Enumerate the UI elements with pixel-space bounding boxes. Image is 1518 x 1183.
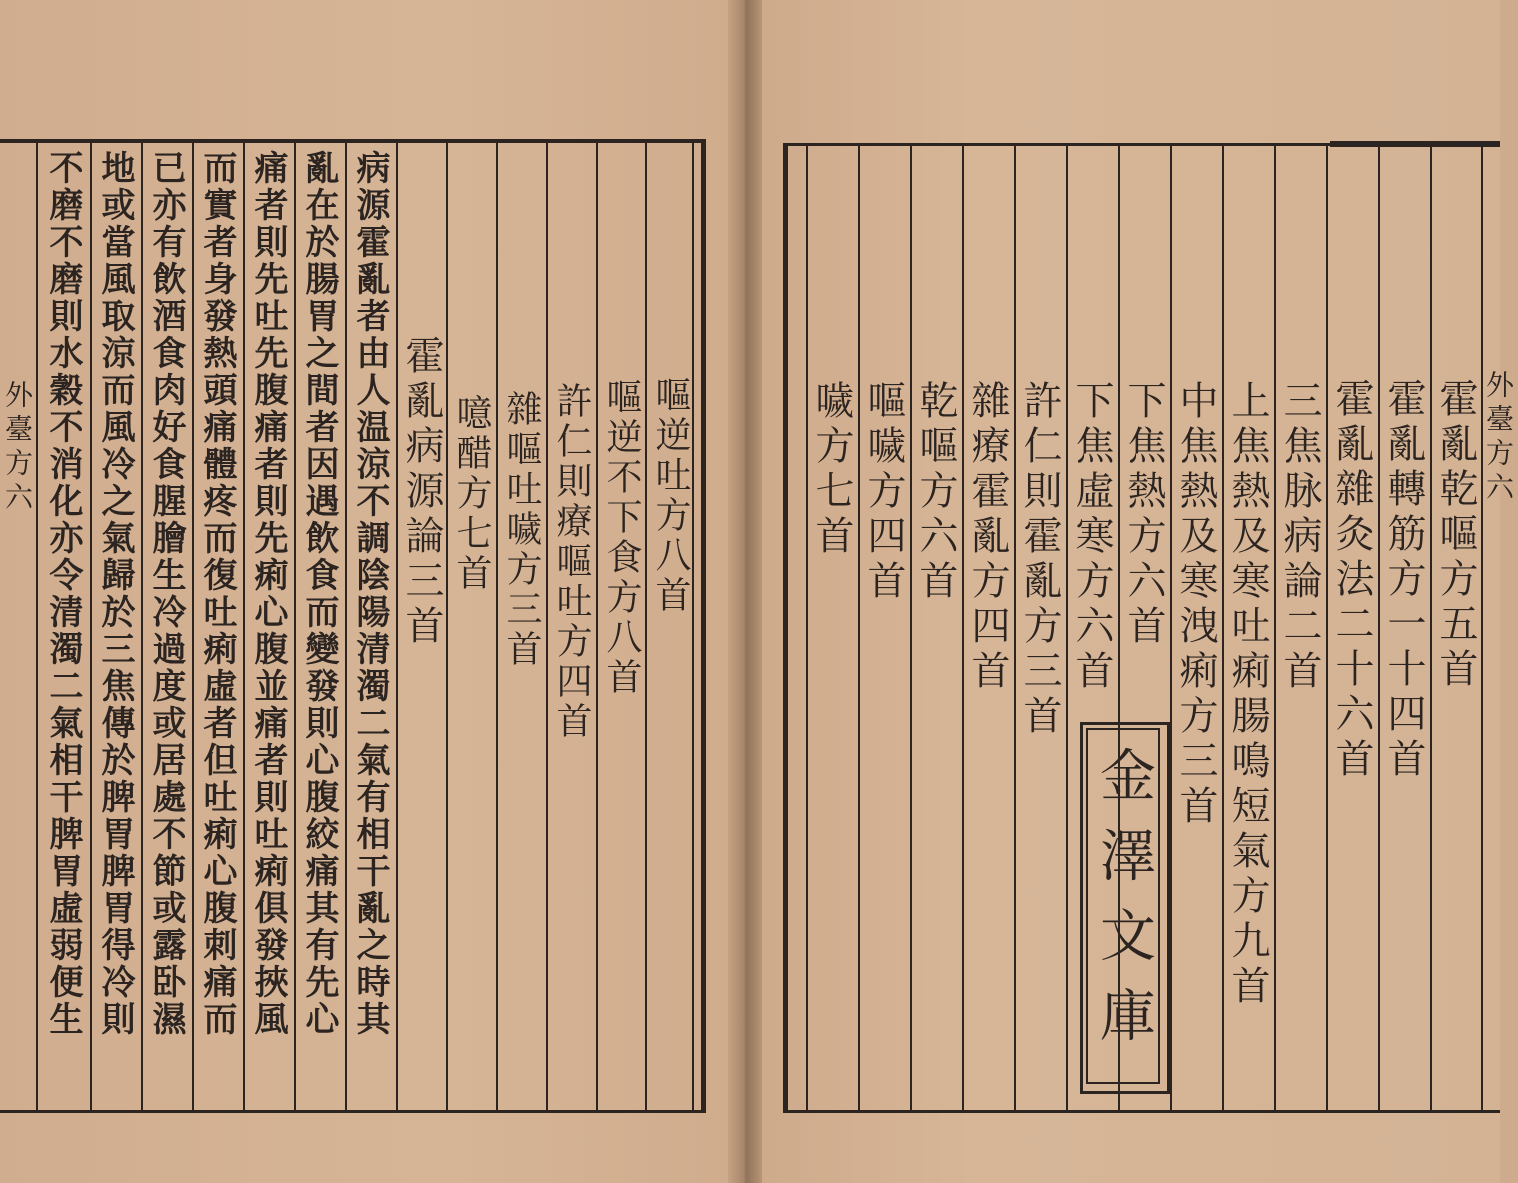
frame-top-rule bbox=[0, 139, 706, 143]
contents-entry: 霍亂轉筋方一十四首 bbox=[1381, 378, 1426, 783]
right-margin-label-clip bbox=[1478, 370, 1515, 570]
column-rule bbox=[910, 146, 912, 1110]
contents-entry: 下焦熱方六首 bbox=[1121, 380, 1166, 650]
contents-entry: 上焦熱及寒吐痢腸鳴短氣方九首 bbox=[1225, 380, 1270, 1010]
body-column: 亂在於腸胃之間者因遇飲食而變發則心腹絞痛其有先心 bbox=[299, 150, 339, 1038]
contents-entry: 乾嘔方六首 bbox=[913, 380, 958, 605]
column-rule bbox=[858, 146, 860, 1110]
column-rule bbox=[692, 143, 694, 1110]
body-column: 不磨不磨則水穀不消化亦令清濁二氣相干脾胃虛弱便生 bbox=[43, 150, 83, 1038]
contents-entry: 許仁則霍亂方三首 bbox=[1017, 380, 1062, 740]
library-seal-stamp bbox=[1080, 722, 1170, 1094]
contents-entry: 許仁則療嘔吐方四首 bbox=[551, 382, 592, 742]
contents-entry: 雜療霍亂方四首 bbox=[965, 380, 1010, 695]
frame-bottom-rule bbox=[0, 1110, 706, 1113]
left-margin-label: 外臺方六 bbox=[1, 380, 34, 516]
body-column: 痛者則先吐先腹痛者則先痢心腹並痛者則吐痢俱發挾風 bbox=[248, 150, 288, 1038]
column-rule bbox=[1481, 146, 1483, 1110]
frame-side-rule bbox=[783, 143, 788, 1113]
right-margin-label: 外臺方六 bbox=[1482, 370, 1515, 506]
contents-entry: 雜嘔吐噦方三首 bbox=[501, 390, 542, 670]
contents-entry: 霍亂乾嘔方五首 bbox=[1433, 378, 1478, 693]
body-column: 而實者身發熱頭痛體疼而復吐痢虛者但吐痢心腹刺痛而 bbox=[197, 150, 237, 1038]
body-column: 已亦有飲酒食肉好食腥膾生冷過度或居處不節或露卧濕 bbox=[146, 150, 186, 1038]
contents-entry: 三焦脉病論二首 bbox=[1277, 380, 1322, 695]
contents-entry: 噦方七首 bbox=[809, 380, 854, 560]
seal-inner-border bbox=[1086, 728, 1160, 1084]
contents-entry: 嘔逆吐方八首 bbox=[650, 376, 691, 616]
contents-entry: 下焦虛寒方六首 bbox=[1069, 380, 1114, 695]
contents-entry: 嘔噦方四首 bbox=[861, 380, 906, 605]
book-gutter bbox=[728, 0, 762, 1183]
contents-entry: 嘔逆不下食方八首 bbox=[601, 378, 642, 698]
column-rule bbox=[446, 143, 448, 1110]
column-rule bbox=[806, 146, 808, 1110]
frame-side-rule bbox=[701, 139, 706, 1113]
frame-top-rule bbox=[1330, 141, 1500, 147]
frame-bottom-rule bbox=[784, 1110, 1500, 1113]
body-column: 地或當風取涼而風冷之氣歸於三焦傳於脾胃脾胃得冷則 bbox=[95, 150, 135, 1038]
section-title: 霍亂病源論三首 bbox=[399, 335, 444, 650]
body-column: 病源霍亂者由人温涼不調陰陽清濁二氣有相干亂之時其 bbox=[350, 150, 390, 1038]
contents-entry: 中焦熱及寒洩痢方三首 bbox=[1173, 380, 1218, 830]
contents-entry: 噫醋方七首 bbox=[451, 394, 492, 594]
contents-entry: 霍亂雜灸法二十六首 bbox=[1329, 378, 1374, 783]
seal-text: 金澤文庫 bbox=[1091, 746, 1156, 1066]
